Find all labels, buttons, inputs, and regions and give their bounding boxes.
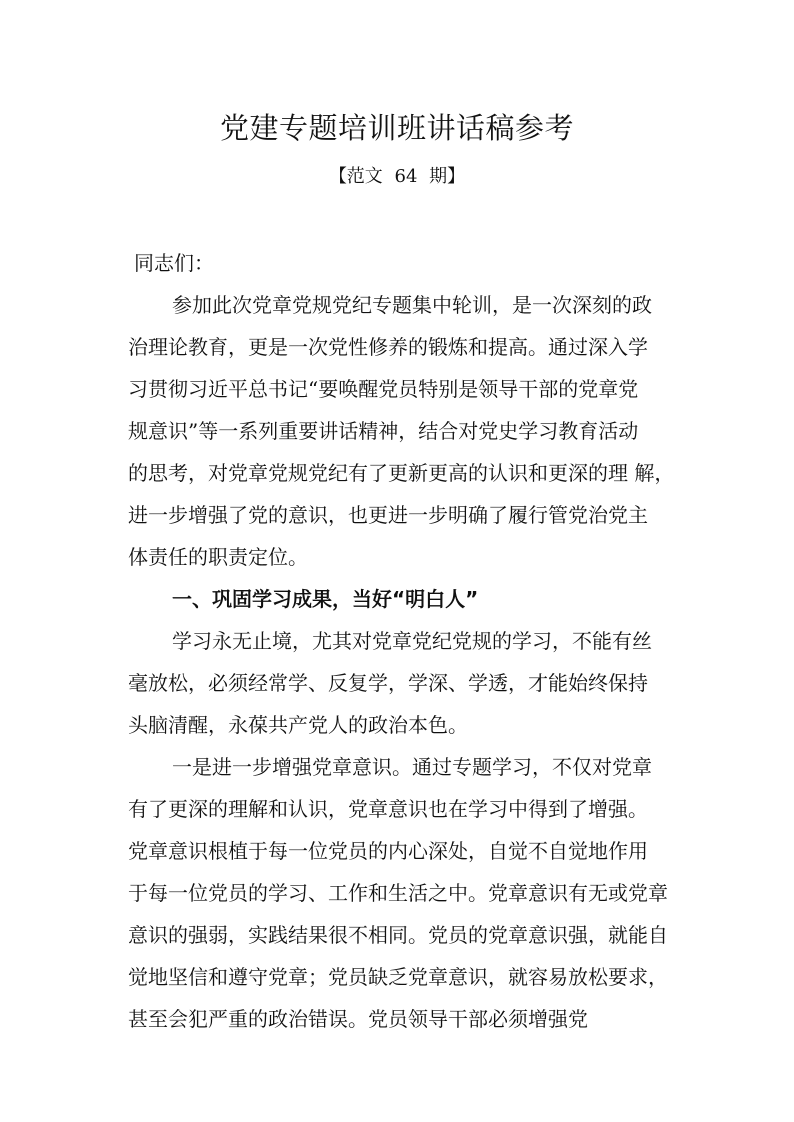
paragraph-line: 觉地坚信和遵守党章；党员缺乏党章意识，就容易放松要求，: [128, 965, 668, 989]
document-subtitle: 【范文 64 期】: [328, 166, 466, 187]
paragraph-line: 甚至会犯严重的政治错误。党员领导干部必须增强党: [128, 1007, 588, 1031]
paragraph-line: 一是进一步增强党章意识。通过专题学习，不仅对党章: [172, 755, 652, 779]
paragraph-line: 学习永无止境，尤其对党章党纪党规的学习，不能有丝: [172, 629, 652, 653]
paragraph-3: [128, 746, 680, 1040]
paragraph-line: 进一步增强了党的意识，也更进一步明确了履行管党治党主: [128, 503, 648, 527]
paragraph-line: 意识的强弱，实践结果很不相同。党员的党章意识强，就能自: [128, 923, 668, 947]
paragraph-line: 的思考，对党章党规党纪有了更新更高的认识和更深的理 解，: [128, 461, 675, 485]
paragraph-line: 治理论教育，更是一次党性修养的锻炼和提高。通过深入学: [128, 335, 648, 359]
paragraph-line: 毫放松，必须经常学、反复学，学深、学透，才能始终保持: [128, 671, 648, 695]
paragraph-line: 党章意识根植于每一位党员的内心深处，自觉不自觉地作用: [128, 839, 648, 863]
document-body: [128, 242, 680, 1040]
salutation: 同志们：: [134, 251, 214, 275]
paragraph-line: 体责任的职责定位。: [128, 545, 308, 569]
paragraph-line: 有了更深的理解和认识，党章意识也在学习中得到了增强。: [128, 797, 648, 821]
paragraph-2: [128, 620, 680, 746]
paragraph-line: 习贯彻习近平总书记“要唤醒党员特别是领导干部的党章党: [128, 377, 639, 401]
paragraph-line: 参加此次党章党规党纪专题集中轮训，是一次深刻的政: [172, 293, 652, 317]
document-title: 党建专题培训班讲话稿参考: [219, 111, 574, 145]
section-heading-1: 一、巩固学习成果，当好“明白人”: [172, 587, 479, 611]
paragraph-line: 规意识”等一系列重要讲话精神，结合对党史学习教育活动: [128, 419, 639, 443]
paragraph-1: [128, 284, 680, 578]
paragraph-line: 头脑清醒，永葆共产党人的政治本色。: [128, 713, 468, 737]
paragraph-line: 于每一位党员的学习、工作和生活之中。党章意识有无或党章: [128, 881, 668, 905]
